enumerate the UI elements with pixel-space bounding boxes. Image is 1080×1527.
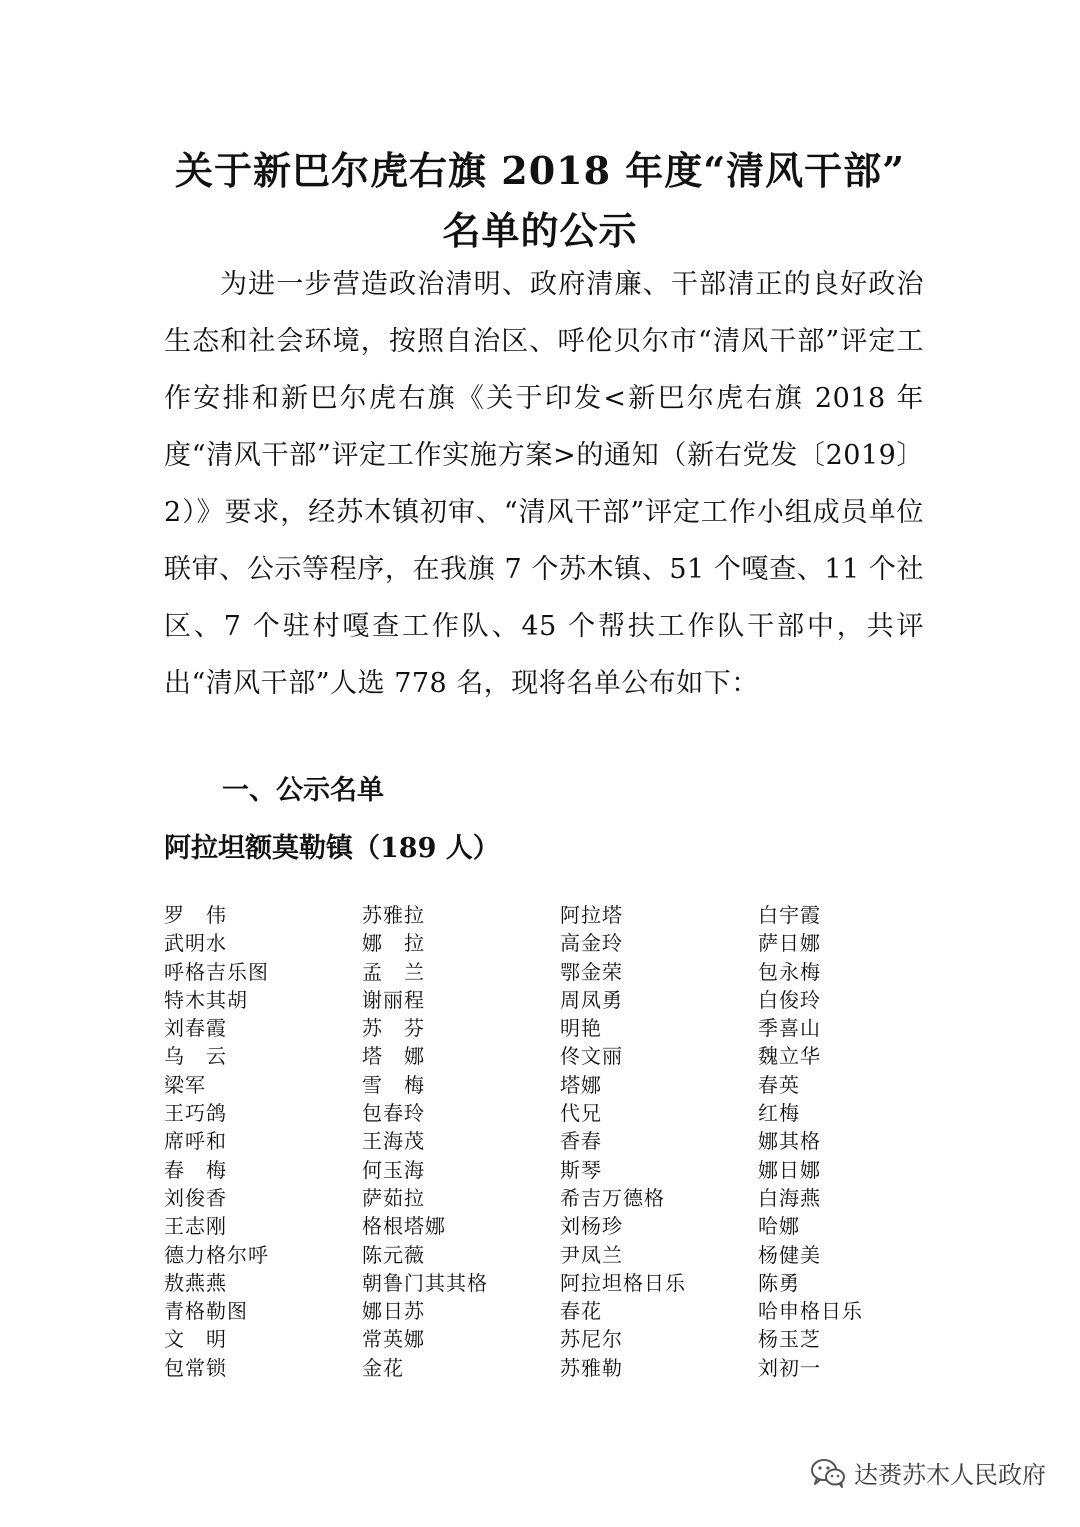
name-entry: 特木其胡 [164,987,248,1012]
name-entry: 青格勒图 [164,1299,248,1324]
name-entry: 阿拉塔 [560,903,623,927]
name-entry: 苏雅拉 [362,903,425,927]
name-entry: 哈申格日乐 [758,1299,863,1324]
name-entry: 斯琴 [560,1157,602,1182]
name-row [164,1297,964,1325]
name-entry: 陈勇 [758,1270,800,1295]
name-entry: 孟 兰 [362,959,425,984]
name-entry: 乌 云 [164,1044,227,1069]
name-entry: 金花 [362,1355,404,1380]
name-entry: 春花 [560,1299,602,1324]
name-entry: 文 明 [164,1327,227,1352]
name-row [164,1042,964,1070]
name-entry: 敖燕燕 [164,1270,227,1295]
town-heading: 阿拉坦额莫勒镇（189 人） [164,833,500,864]
name-entry: 萨日娜 [758,931,821,956]
name-row [164,1241,964,1269]
name-entry: 梁军 [164,1072,206,1097]
name-entry: 王海茂 [362,1129,425,1154]
name-entry: 何玉海 [362,1157,425,1182]
name-row [164,1099,964,1127]
name-row [164,1212,964,1240]
name-entry: 谢丽程 [362,987,425,1012]
name-entry: 塔娜 [560,1072,602,1097]
name-entry: 杨健美 [758,1242,821,1267]
name-entry: 苏雅勒 [560,1355,623,1380]
name-entry: 娜日苏 [362,1299,425,1324]
name-entry: 萨茹拉 [362,1185,425,1210]
name-entry: 刘杨珍 [560,1214,623,1239]
name-row [164,1269,964,1297]
name-entry: 佟文丽 [560,1044,623,1069]
name-entry: 包春玲 [362,1101,425,1126]
name-entry: 武明水 [164,931,227,956]
name-row [164,1156,964,1184]
announcement-paragraph: 为进一步营造政治清明、政府清廉、干部清正的良好政治生态和社会环境，按照自治区、呼伦贝尔市“清风干部”评定工作安排和新巴尔虎右旗《关于印发<新巴尔虎右旗 2018 年度“清风干部”评定工作实施方案>的通知（新右党发〔2019〕2）》要求，经苏木镇初审、“清风干部”评定工作小组成员单位联审、公示等程序，在我旗 7 个苏木镇、51 个嘎查、11 个社区、7 个驻村嘎查工作队、45 个帮扶工作队干部中，共评出“清风干部”人选 778 名，现将名单公布如下： [164,269,924,699]
name-entry: 白海燕 [758,1185,821,1210]
name-entry: 春英 [758,1072,800,1097]
name-row [164,901,964,929]
name-entry: 呼格吉乐图 [164,959,269,984]
name-entry: 苏 芬 [362,1016,425,1041]
name-row [164,1127,964,1155]
name-row [164,1325,964,1353]
name-entry: 刘俊香 [164,1185,227,1210]
name-entry: 娜日娜 [758,1157,821,1182]
name-entry: 高金玲 [560,931,623,956]
name-entry: 季喜山 [758,1016,821,1041]
name-entry: 朝鲁门其其格 [362,1270,488,1295]
name-entry: 阿拉坦格日乐 [560,1270,686,1295]
name-row [164,986,964,1014]
name-entry: 陈元薇 [362,1242,425,1267]
watermark [810,1455,1046,1490]
name-entry: 香春 [560,1129,602,1154]
name-row [164,1071,964,1099]
name-entry: 罗 伟 [164,903,227,927]
name-entry: 哈娜 [758,1214,800,1239]
name-row [164,1354,964,1382]
name-list [164,901,964,1382]
wechat-icon [810,1458,846,1488]
name-entry: 白宇霞 [758,903,821,927]
name-row [164,929,964,957]
name-entry: 常英娜 [362,1327,425,1352]
name-entry: 塔 娜 [362,1044,425,1069]
section-heading: 一、公示名单 [222,775,384,806]
name-entry: 尹凤兰 [560,1242,623,1267]
name-entry: 刘初一 [758,1355,821,1380]
name-entry: 德力格尔呼 [164,1242,269,1267]
document-title-line2: 名单的公示 [442,208,638,253]
name-entry: 席呼和 [164,1129,227,1154]
name-entry: 明艳 [560,1016,602,1041]
name-entry: 刘春霞 [164,1016,227,1041]
name-entry: 娜其格 [758,1129,821,1154]
name-entry: 代兄 [560,1101,602,1126]
name-entry: 杨玉芝 [758,1327,821,1352]
name-entry: 王志刚 [164,1214,227,1239]
name-entry: 白俊玲 [758,987,821,1012]
name-entry: 格根塔娜 [362,1214,446,1239]
name-entry: 包常锁 [164,1355,227,1380]
name-entry: 红梅 [758,1101,800,1126]
name-entry: 春 梅 [164,1157,227,1182]
name-entry: 包永梅 [758,959,821,984]
name-entry: 希吉万德格 [560,1185,665,1210]
name-entry: 娜 拉 [362,931,425,956]
name-row [164,1184,964,1212]
name-entry: 鄂金荣 [560,959,623,984]
name-row [164,1014,964,1042]
watermark-text: 达赉苏木人民政府 [854,1461,1046,1489]
document-title-line1: 关于新巴尔虎右旗 2018 年度“清风干部” [175,148,905,193]
name-entry: 苏尼尔 [560,1327,623,1352]
name-row [164,958,964,986]
name-entry: 周凤勇 [560,987,623,1012]
name-entry: 雪 梅 [362,1072,425,1097]
name-entry: 魏立华 [758,1044,821,1069]
name-entry: 王巧鸽 [164,1101,227,1126]
